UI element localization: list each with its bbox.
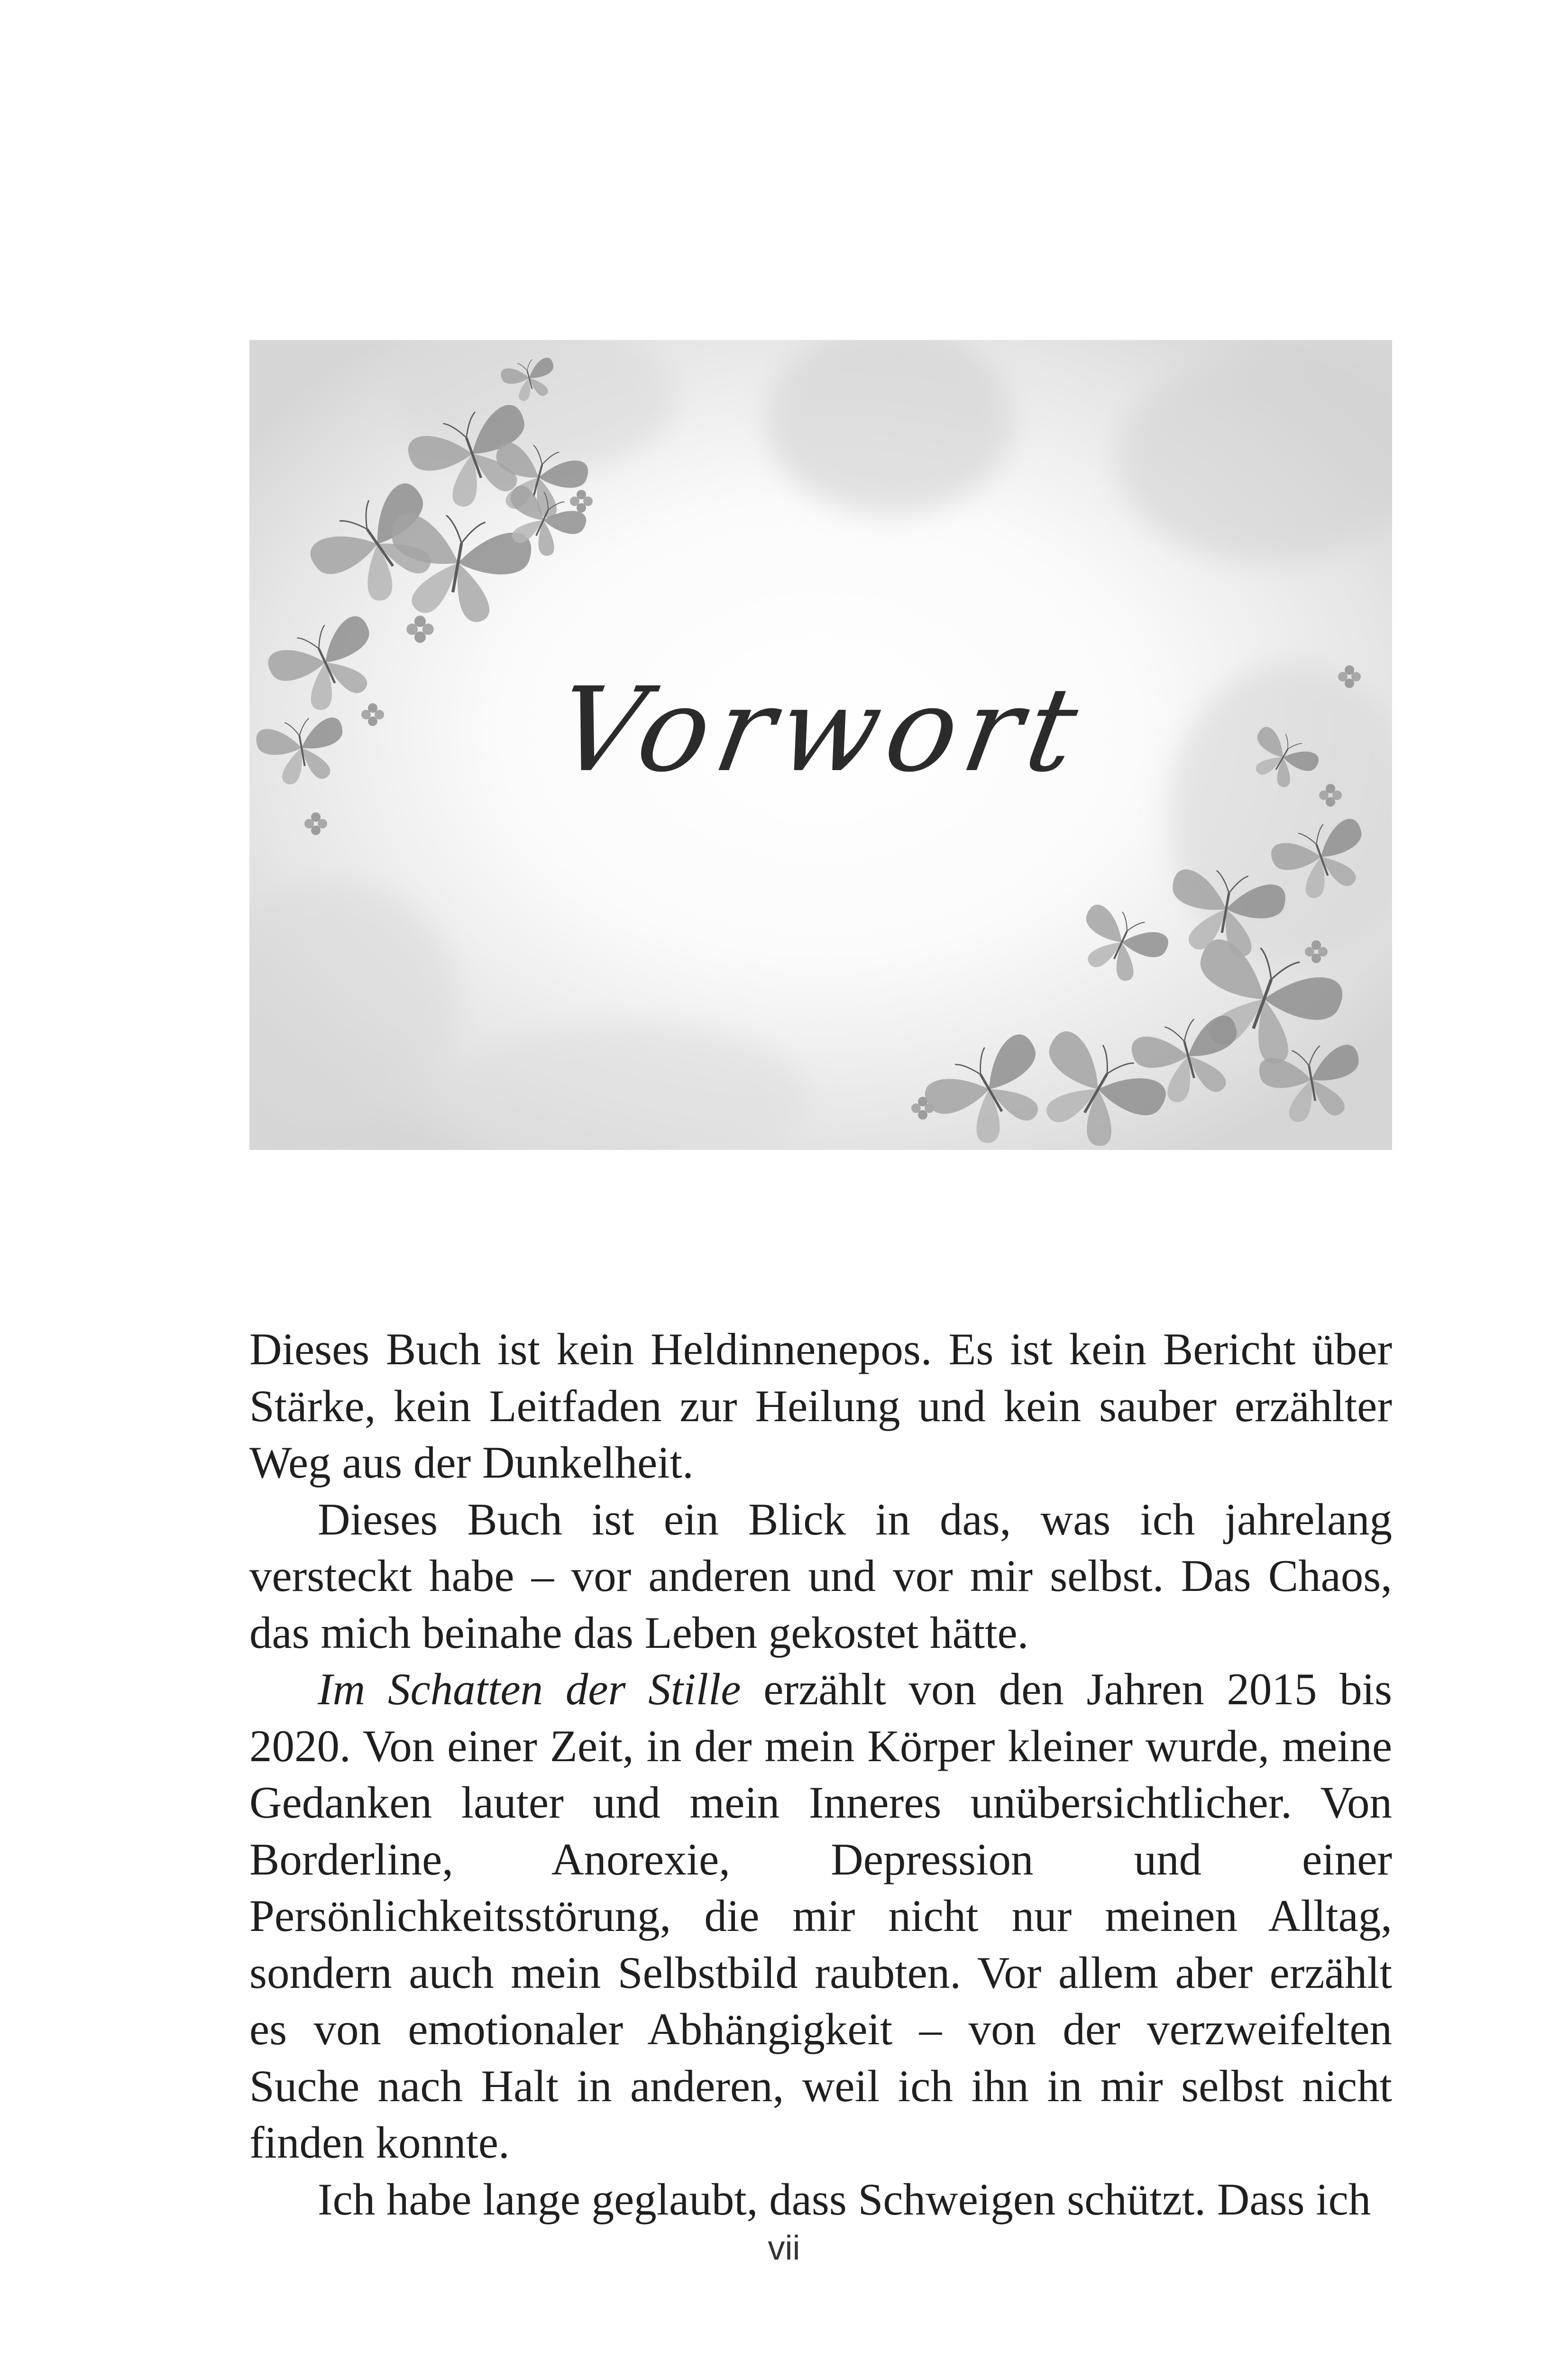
paragraph-3 (249, 1661, 1392, 2171)
paragraph-3-text: erzählt von den Jahren 2015 bis 2020. Von einer Zeit, in der mein Körper kleiner wurde, meine Gedanken lauter und mein Inneres unübersichtlicher. Von Borderline, Anorexie, Depression und einer Persönlichkeitsstörung, die mir nicht nur meinen Alltag, sondern auch mein Selbstbild raubten. Vor allem aber erzählt es von emotionaler Abhängigkeit – von der verzweifelten Suche nach Halt in anderen, weil ich ihn in mir selbst nicht finden konnte. (249, 1664, 1392, 2168)
chapter-banner (249, 340, 1392, 1150)
book-title: Im Schatten der Stille (318, 1664, 741, 1714)
paragraph-4: Ich habe lange geglaubt, dass Schweigen schützt. Dass ich (318, 2174, 1371, 2224)
page-number: vii (768, 2229, 800, 2267)
paragraph-2: Dieses Buch ist ein Blick in das, was ich jahrelang versteckt habe – vor anderen und vor mir selbst. Das Chaos, das mich beinahe das Leben gekostet hätte. (249, 1494, 1392, 1658)
chapter-title: Vorwort (547, 662, 1095, 798)
body-text (249, 1321, 1392, 2228)
paragraph-1: Dieses Buch ist kein Heldinnenepos. Es ist kein Bericht über Stärke, kein Leitfaden zur Heilung und kein sauber erzählter Weg aus der Dunkelheit. (249, 1324, 1392, 1488)
